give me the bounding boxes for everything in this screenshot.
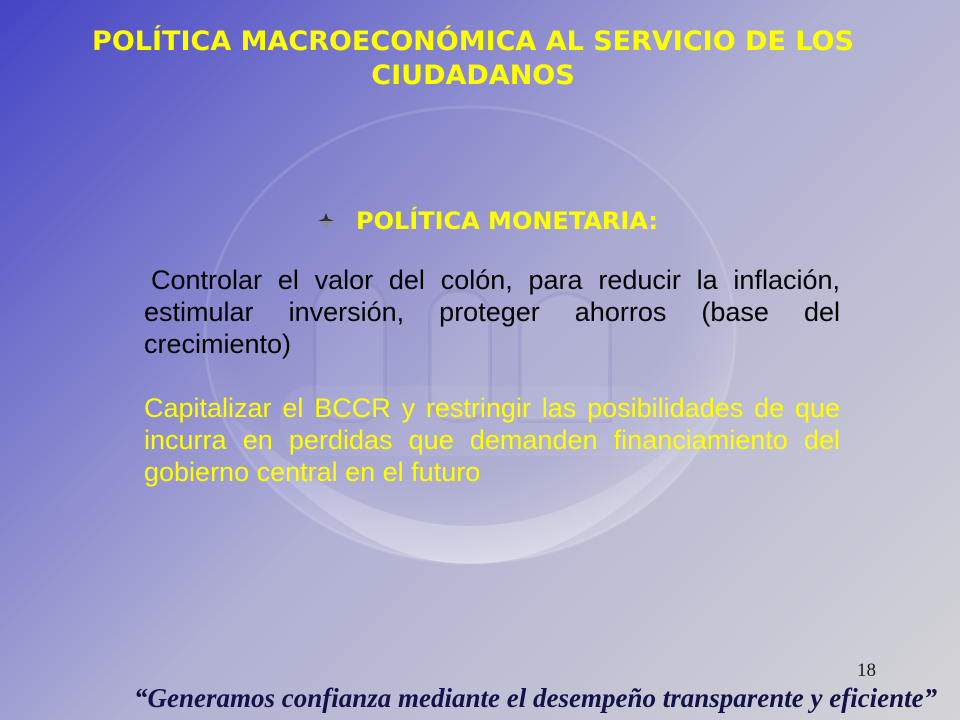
star-light-facets xyxy=(318,221,334,229)
body-paragraph: Controlar el valor del colón, para reducir la inflación, estimular inversión, proteger ahorros (base del crecimiento) xyxy=(144,265,840,359)
page-number: 18 xyxy=(857,660,876,681)
highlight-paragraph: Capitalizar el BCCR y restringir las posibilidades de que incurra en perdidas que demanden financiamiento del gobierno central en el futuro xyxy=(144,393,840,487)
star-dark-facets xyxy=(318,213,334,221)
section-heading-text: POLÍTICA MONETARIA: xyxy=(356,207,658,235)
four-point-star-icon xyxy=(318,213,334,229)
section-heading xyxy=(318,207,658,235)
slide-title: POLÍTICA MACROECONÓMICA AL SERVICIO DE LOS CIUDADANOS xyxy=(92,26,854,91)
footer-quote: “Generamos confianza mediante el desempeño transparente y eficiente” xyxy=(134,683,938,713)
